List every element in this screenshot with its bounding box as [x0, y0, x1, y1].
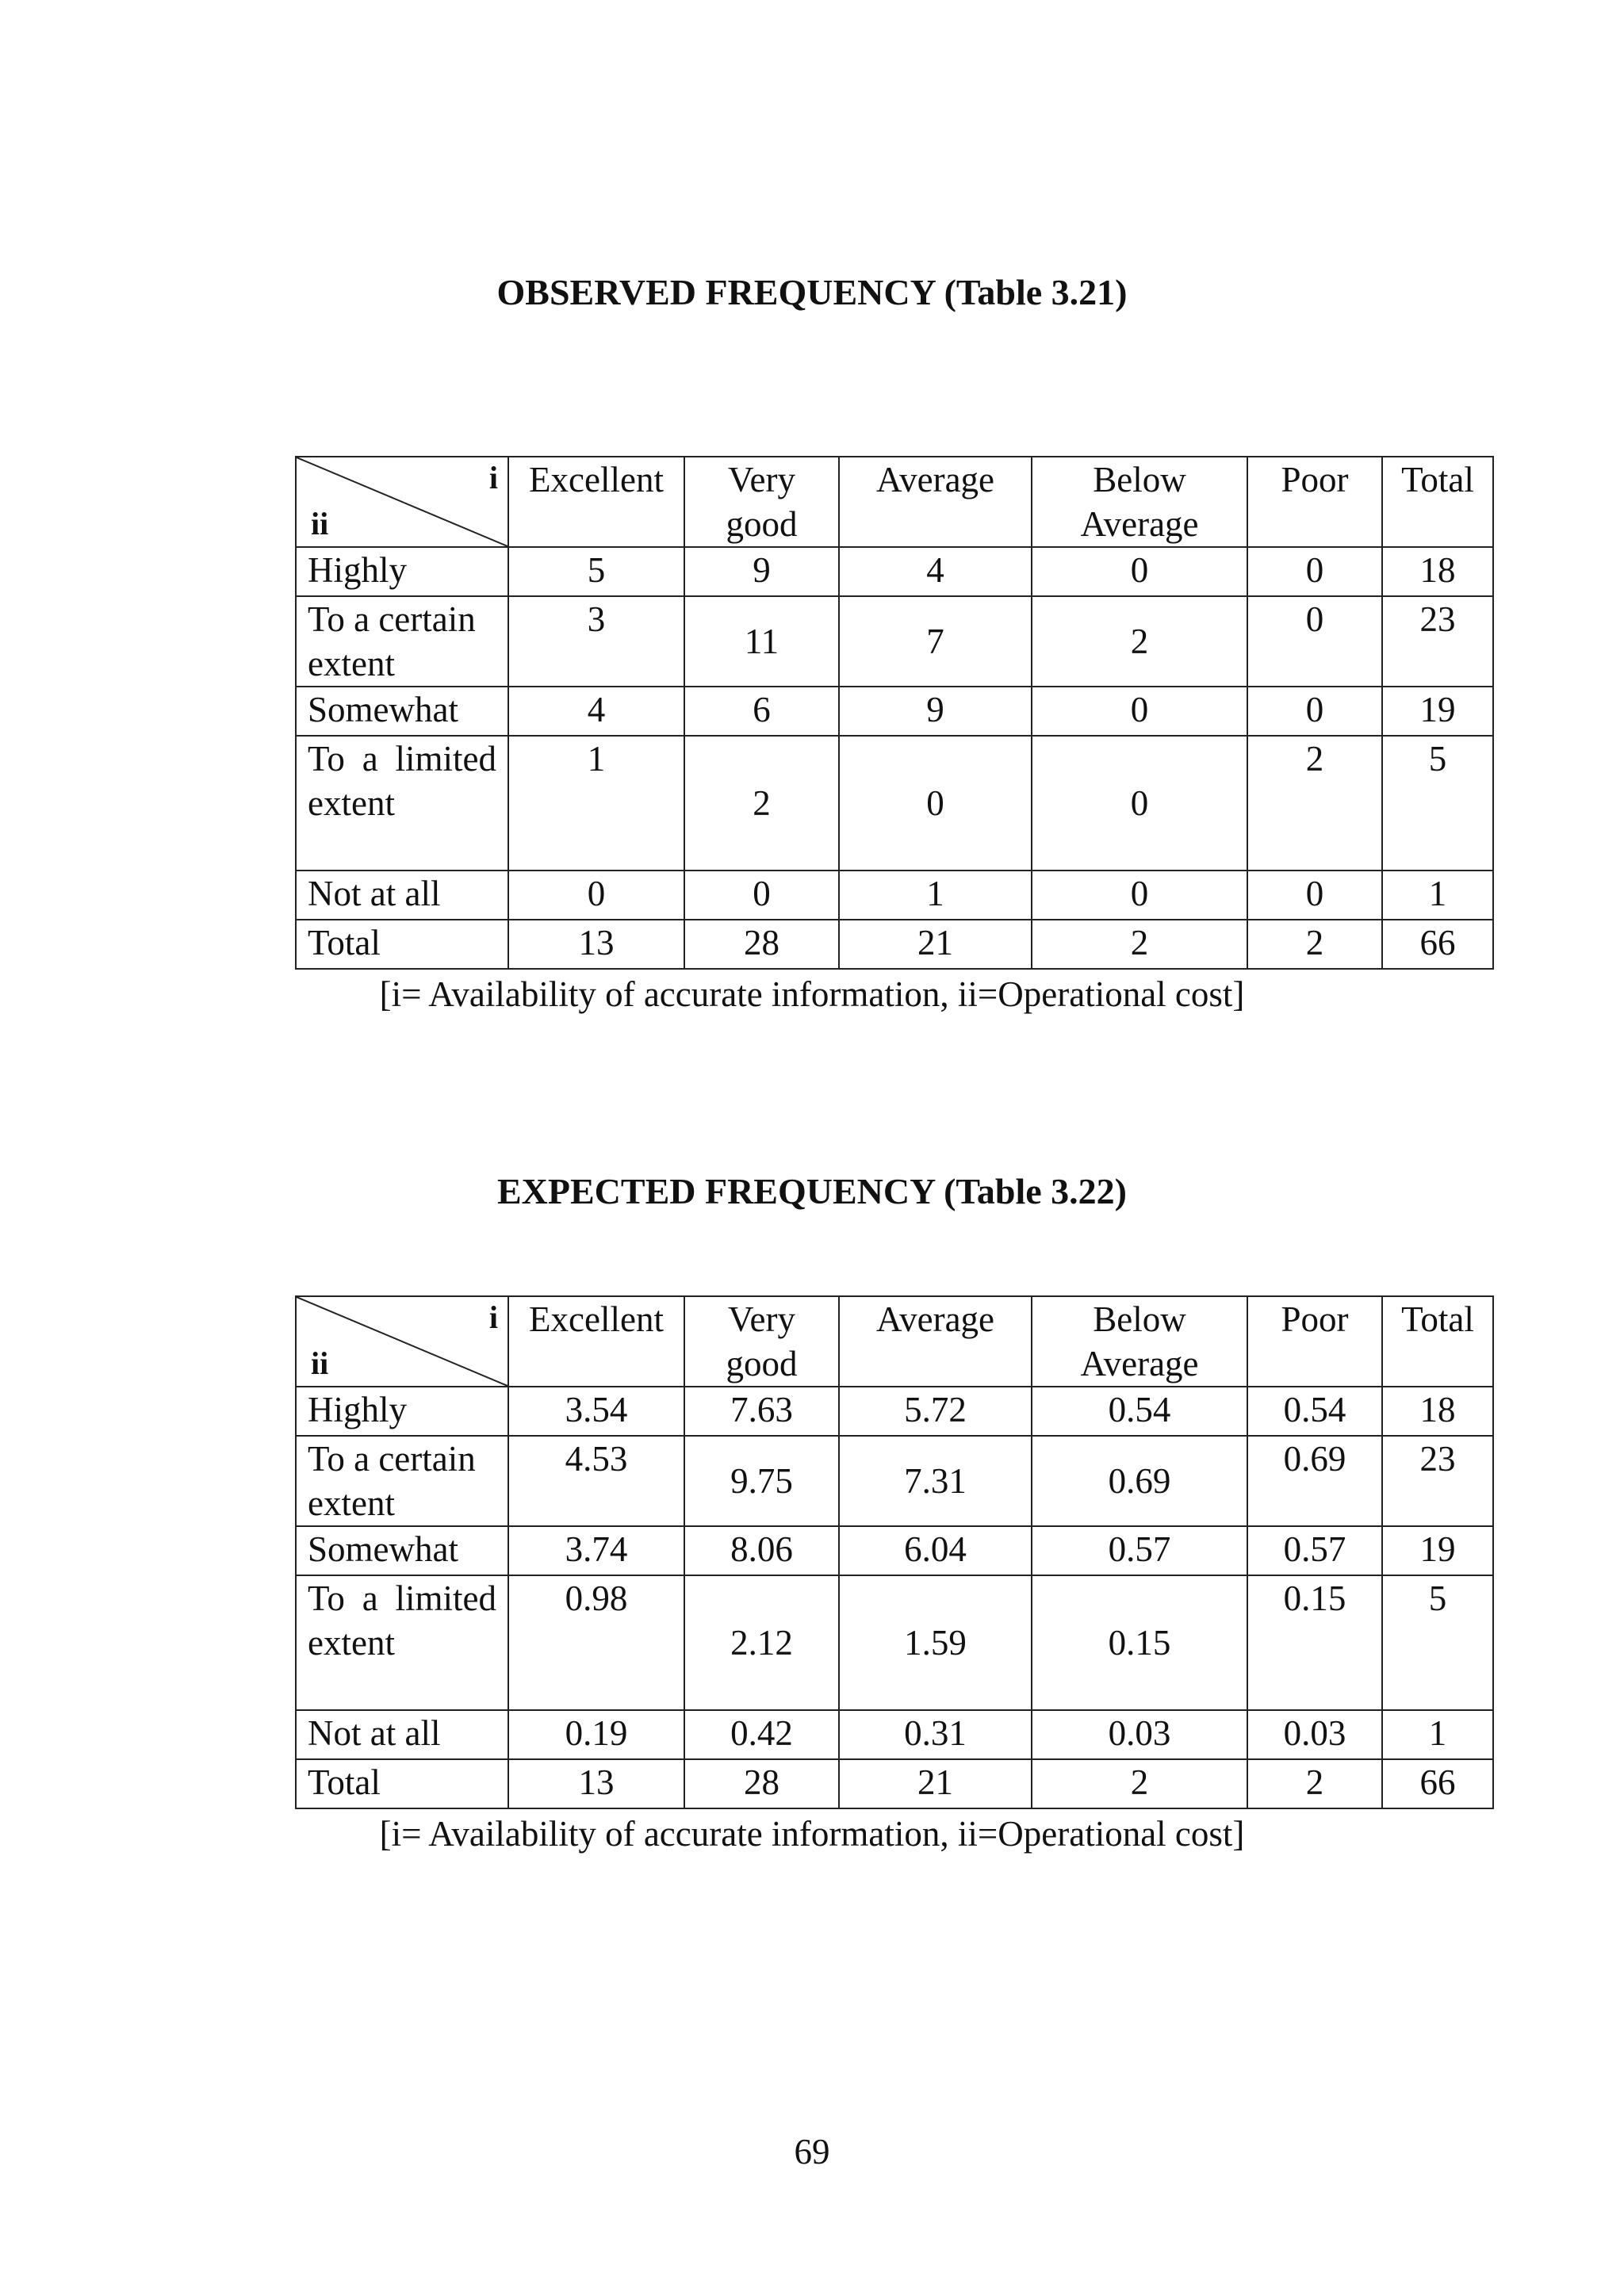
table-cell: 5 [1382, 1575, 1493, 1710]
observed-frequency-table [295, 456, 1494, 970]
table-cell: 1.59 [839, 1575, 1032, 1710]
corner-label-i: i [488, 1299, 498, 1335]
table-cell: 2 [684, 736, 839, 871]
table-header-row [296, 457, 1493, 547]
table-cell: 0.15 [1032, 1575, 1247, 1710]
column-header: Total [1382, 1296, 1493, 1387]
table-cell: 4.53 [508, 1436, 684, 1526]
table-cell: 1 [839, 871, 1032, 920]
table-cell: 28 [684, 920, 839, 969]
table-cell: 7.63 [684, 1387, 839, 1436]
table-cell: 3.74 [508, 1526, 684, 1575]
row-label: Total [296, 1759, 508, 1808]
table-cell: 0.69 [1032, 1436, 1247, 1526]
table-cell: 4 [508, 687, 684, 736]
table-row [296, 547, 1493, 596]
table-cell: 13 [508, 920, 684, 969]
column-header: Poor [1247, 1296, 1382, 1387]
table-cell: 7 [839, 596, 1032, 687]
table-cell: 18 [1382, 1387, 1493, 1436]
table-cell: 2 [1032, 920, 1247, 969]
column-header: Excellent [508, 1296, 684, 1387]
corner-header-cell [296, 457, 508, 547]
table-cell: 3.54 [508, 1387, 684, 1436]
column-header: Below Average [1032, 457, 1247, 547]
table-cell: 9 [684, 547, 839, 596]
table-cell: 0 [508, 871, 684, 920]
table-cell: 0 [1032, 687, 1247, 736]
table-cell: 4 [839, 547, 1032, 596]
table-cell: 0.42 [684, 1710, 839, 1759]
column-header: Poor [1247, 457, 1382, 547]
row-label: To a limited extent [296, 736, 508, 871]
column-header: Very good [684, 457, 839, 547]
table-cell: 21 [839, 920, 1032, 969]
table-cell: 6 [684, 687, 839, 736]
table-row [296, 596, 1493, 687]
table-cell: 23 [1382, 596, 1493, 687]
column-header: Excellent [508, 457, 684, 547]
table-row [296, 1387, 1493, 1436]
observed-table-title: OBSERVED FREQUENCY (Table 3.21) [496, 272, 1128, 312]
table-cell: 7.31 [839, 1436, 1032, 1526]
table-cell: 0.19 [508, 1710, 684, 1759]
table-row [296, 1710, 1493, 1759]
column-header: Average [839, 457, 1032, 547]
table-cell: 19 [1382, 687, 1493, 736]
table-cell: 11 [684, 596, 839, 687]
column-header: Total [1382, 457, 1493, 547]
table-cell: 1 [1382, 871, 1493, 920]
table-cell: 2 [1247, 736, 1382, 871]
table-cell: 0.15 [1247, 1575, 1382, 1710]
table-cell: 23 [1382, 1436, 1493, 1526]
column-header: Average [839, 1296, 1032, 1387]
table-cell: 0.03 [1032, 1710, 1247, 1759]
table-cell: 0.69 [1247, 1436, 1382, 1526]
table-cell: 0 [839, 736, 1032, 871]
table-cell: 0 [1032, 736, 1247, 871]
table-cell: 21 [839, 1759, 1032, 1808]
table-cell: 0.98 [508, 1575, 684, 1710]
expected-table-title: EXPECTED FREQUENCY (Table 3.22) [497, 1171, 1127, 1211]
table-cell: 0 [1247, 871, 1382, 920]
table-cell: 66 [1382, 920, 1493, 969]
table-row [296, 1526, 1493, 1575]
corner-header-cell [296, 1296, 508, 1387]
table-cell: 0.57 [1032, 1526, 1247, 1575]
row-label: Not at all [296, 871, 508, 920]
table-cell: 2 [1247, 920, 1382, 969]
row-label: Somewhat [296, 1526, 508, 1575]
table-cell: 0 [1247, 687, 1382, 736]
table-cell: 0 [684, 871, 839, 920]
table-total-row [296, 1759, 1493, 1808]
row-label: To a certain extent [296, 1436, 508, 1526]
table-cell: 66 [1382, 1759, 1493, 1808]
row-label: Somewhat [296, 687, 508, 736]
corner-label-ii: ii [311, 1345, 329, 1381]
table-row [296, 871, 1493, 920]
table-cell: 13 [508, 1759, 684, 1808]
table-cell: 1 [1382, 1710, 1493, 1759]
corner-label-i: i [488, 460, 498, 496]
table-cell: 5 [1382, 736, 1493, 871]
row-label: Highly [296, 1387, 508, 1436]
table-row [296, 1575, 1493, 1710]
table-cell: 0.54 [1032, 1387, 1247, 1436]
page-number: 69 [794, 2132, 830, 2172]
table-cell: 2.12 [684, 1575, 839, 1710]
row-label: To a certain extent [296, 596, 508, 687]
table-cell: 2 [1032, 1759, 1247, 1808]
table-cell: 0 [1247, 547, 1382, 596]
table-cell: 2 [1247, 1759, 1382, 1808]
table-cell: 5 [508, 547, 684, 596]
table-total-row [296, 920, 1493, 969]
table-cell: 18 [1382, 547, 1493, 596]
table-cell: 0.31 [839, 1710, 1032, 1759]
table-cell: 28 [684, 1759, 839, 1808]
table-row [296, 1436, 1493, 1526]
table-header-row [296, 1296, 1493, 1387]
table-cell: 0.54 [1247, 1387, 1382, 1436]
table-cell: 0 [1247, 596, 1382, 687]
table-cell: 0.03 [1247, 1710, 1382, 1759]
row-label: Not at all [296, 1710, 508, 1759]
table-cell: 6.04 [839, 1526, 1032, 1575]
table-cell: 1 [508, 736, 684, 871]
table-cell: 0.57 [1247, 1526, 1382, 1575]
row-label: Total [296, 920, 508, 969]
table-cell: 9.75 [684, 1436, 839, 1526]
table-cell: 9 [839, 687, 1032, 736]
expected-table-caption: [i= Availability of accurate information, ii=Operational cost] [379, 1814, 1245, 1854]
column-header: Below Average [1032, 1296, 1247, 1387]
table-row [296, 687, 1493, 736]
table-cell: 5.72 [839, 1387, 1032, 1436]
table-cell: 2 [1032, 596, 1247, 687]
row-label: Highly [296, 547, 508, 596]
table-cell: 8.06 [684, 1526, 839, 1575]
table-cell: 0 [1032, 547, 1247, 596]
row-label: To a limited extent [296, 1575, 508, 1710]
expected-frequency-table [295, 1295, 1494, 1809]
table-cell: 3 [508, 596, 684, 687]
observed-table-caption: [i= Availability of accurate information, ii=Operational cost] [379, 974, 1245, 1014]
column-header: Very good [684, 1296, 839, 1387]
table-row [296, 736, 1493, 871]
table-cell: 0 [1032, 871, 1247, 920]
corner-label-ii: ii [311, 506, 329, 541]
table-cell: 19 [1382, 1526, 1493, 1575]
